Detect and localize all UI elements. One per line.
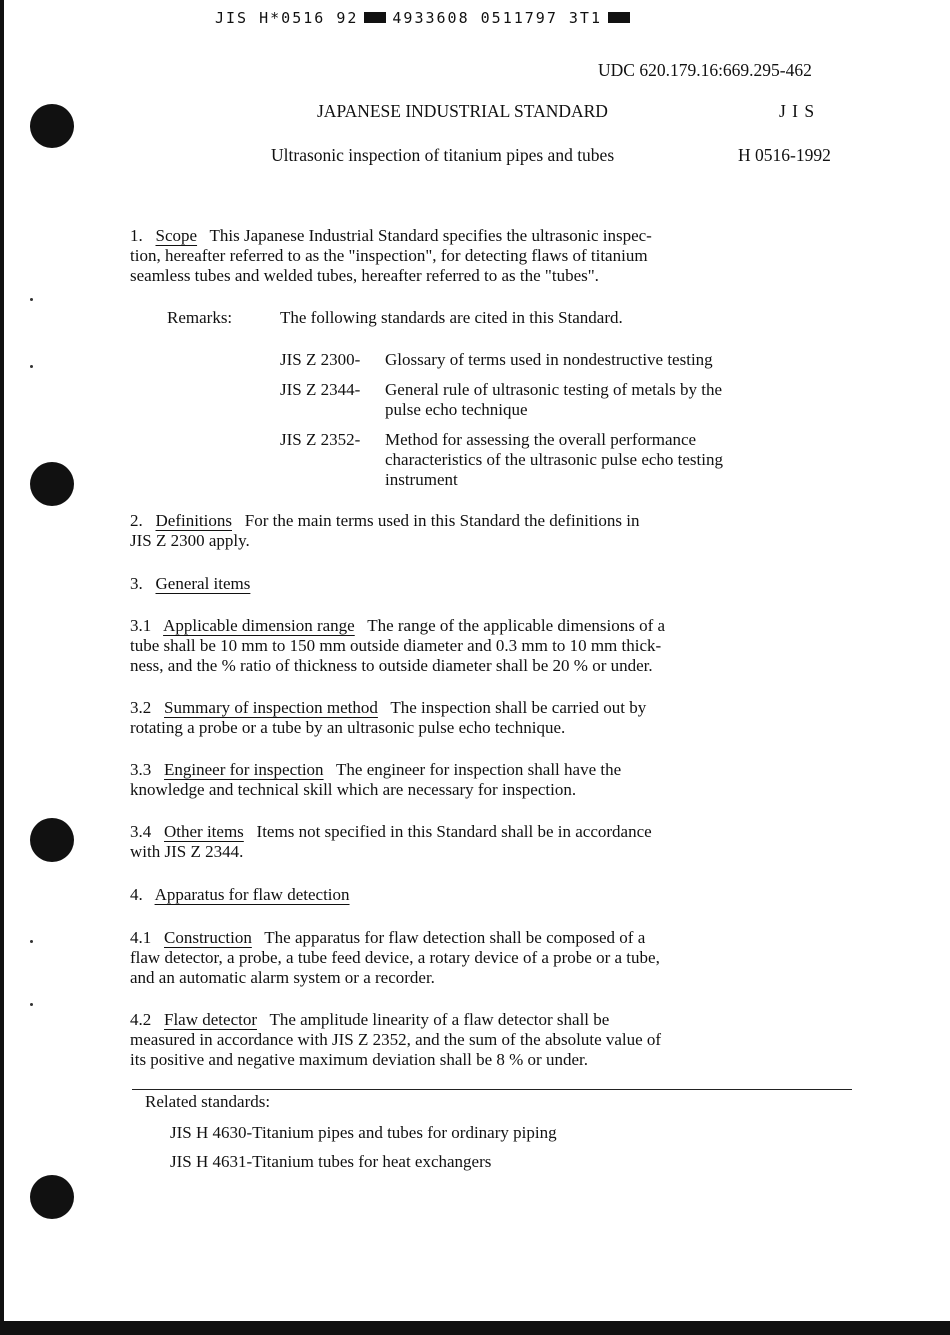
body-line: with JIS Z 2344. — [130, 842, 244, 861]
section-3 — [130, 574, 250, 594]
body-line: The engineer for inspection shall have the — [336, 760, 622, 779]
ref-desc: General rule of ultrasonic testing of metals by the — [385, 380, 723, 399]
section-number: 1. — [130, 226, 143, 245]
body-line: measured in accordance with JIS Z 2352, and the sum of the absolute value of — [130, 1030, 662, 1049]
ref-desc: instrument — [385, 470, 458, 489]
punch-hole — [30, 462, 74, 506]
body-line: For the main terms used in this Standard the definitions in — [244, 511, 640, 530]
body-line: This Japanese Industrial Standard specifies the ultrasonic inspec- — [209, 226, 652, 245]
section-heading: Scope — [155, 226, 198, 245]
standard-title: JAPANESE INDUSTRIAL STANDARD — [317, 101, 608, 121]
section-heading: Summary of inspection method — [164, 698, 378, 717]
remarks-text: The following standards are cited in this Standard. — [280, 308, 623, 327]
body-line: its positive and negative maximum deviation shall be 8 % or under. — [130, 1050, 588, 1069]
scan-speck — [30, 365, 33, 368]
scan-speck — [30, 298, 33, 301]
section-4-1 — [130, 928, 645, 948]
scan-speck — [30, 1003, 33, 1006]
section-1 — [130, 226, 652, 246]
body-line: JIS Z 2300 apply. — [130, 531, 250, 550]
section-3-2 — [130, 698, 646, 718]
section-number: 2. — [130, 511, 143, 530]
section-number: 3.1 — [130, 616, 152, 635]
body-line: tion, hereafter referred to as the "inspection", for detecting flaws of titanium — [130, 246, 648, 265]
section-heading: Applicable dimension range — [163, 616, 355, 635]
ref-desc: Method for assessing the overall performance — [385, 430, 697, 449]
scan-edge — [0, 0, 4, 1335]
body-line: The range of the applicable dimensions of a — [367, 616, 666, 635]
black-block — [364, 12, 386, 23]
related-item: JIS H 4630-Titanium pipes and tubes for ordinary piping — [170, 1123, 557, 1142]
ref-desc: Glossary of terms used in nondestructive testing — [385, 350, 713, 369]
section-4-2 — [130, 1010, 609, 1030]
section-number: 4.1 — [130, 928, 152, 947]
section-heading: Engineer for inspection — [164, 760, 324, 779]
punch-hole — [30, 1175, 74, 1219]
related-label: Related standards: — [145, 1092, 271, 1111]
section-number: 4. — [130, 885, 143, 904]
section-heading: Other items — [164, 822, 244, 841]
udc-code: UDC 620.179.16:669.295-462 — [598, 60, 812, 80]
ref-code: JIS Z 2300- — [280, 350, 361, 369]
divider-rule — [132, 1089, 852, 1090]
body-line: seamless tubes and welded tubes, hereafter referred to as the "tubes". — [130, 266, 599, 285]
header-code — [215, 9, 636, 27]
section-number: 4.2 — [130, 1010, 152, 1029]
scan-bottom-bar — [0, 1321, 950, 1335]
section-heading: Construction — [164, 928, 252, 947]
body-line: knowledge and technical skill which are necessary for inspection. — [130, 780, 577, 799]
body-line: The inspection shall be carried out by — [390, 698, 647, 717]
section-3-4 — [130, 822, 652, 842]
scan-speck — [30, 940, 33, 943]
punch-hole — [30, 818, 74, 862]
header-code-b: 4933608 0511797 3T1 — [392, 9, 602, 27]
ref-code: JIS Z 2352- — [280, 430, 361, 449]
body-line: The apparatus for flaw detection shall be composed of a — [264, 928, 646, 947]
related-item: JIS H 4631-Titanium tubes for heat exchangers — [170, 1152, 492, 1171]
ref-desc: pulse echo technique — [385, 400, 528, 419]
section-number: 3. — [130, 574, 143, 593]
section-4 — [130, 885, 350, 905]
punch-hole — [30, 104, 74, 148]
section-number: 3.3 — [130, 760, 152, 779]
jis-mark: J I S — [779, 101, 816, 121]
section-heading: Flaw detector — [164, 1010, 257, 1029]
section-2 — [130, 511, 639, 531]
section-heading: Apparatus for flaw detection — [154, 885, 350, 904]
document-number: H 0516-1992 — [738, 145, 831, 165]
section-heading: Definitions — [155, 511, 232, 530]
header-code-a: JIS H*0516 92 — [215, 9, 359, 27]
body-line: tube shall be 10 mm to 150 mm outside diameter and 0.3 mm to 10 mm thick- — [130, 636, 662, 655]
ref-code: JIS Z 2344- — [280, 380, 361, 399]
section-3-1 — [130, 616, 665, 636]
black-block — [608, 12, 630, 23]
document-title: Ultrasonic inspection of titanium pipes and tubes — [271, 145, 615, 165]
section-heading: General items — [155, 574, 251, 593]
section-number: 3.4 — [130, 822, 152, 841]
section-3-3 — [130, 760, 621, 780]
body-line: rotating a probe or a tube by an ultrasonic pulse echo technique. — [130, 718, 566, 737]
body-line: flaw detector, a probe, a tube feed device, a rotary device of a probe or a tube, — [130, 948, 660, 967]
ref-desc: characteristics of the ultrasonic pulse echo testing — [385, 450, 723, 469]
body-line: and an automatic alarm system or a recorder. — [130, 968, 435, 987]
body-line: The amplitude linearity of a flaw detector shall be — [269, 1010, 610, 1029]
body-line: Items not specified in this Standard shall be in accordance — [256, 822, 652, 841]
body-line: ness, and the % ratio of thickness to outside diameter shall be 20 % or under. — [130, 656, 653, 675]
remarks-label: Remarks: — [167, 308, 233, 327]
section-number: 3.2 — [130, 698, 152, 717]
